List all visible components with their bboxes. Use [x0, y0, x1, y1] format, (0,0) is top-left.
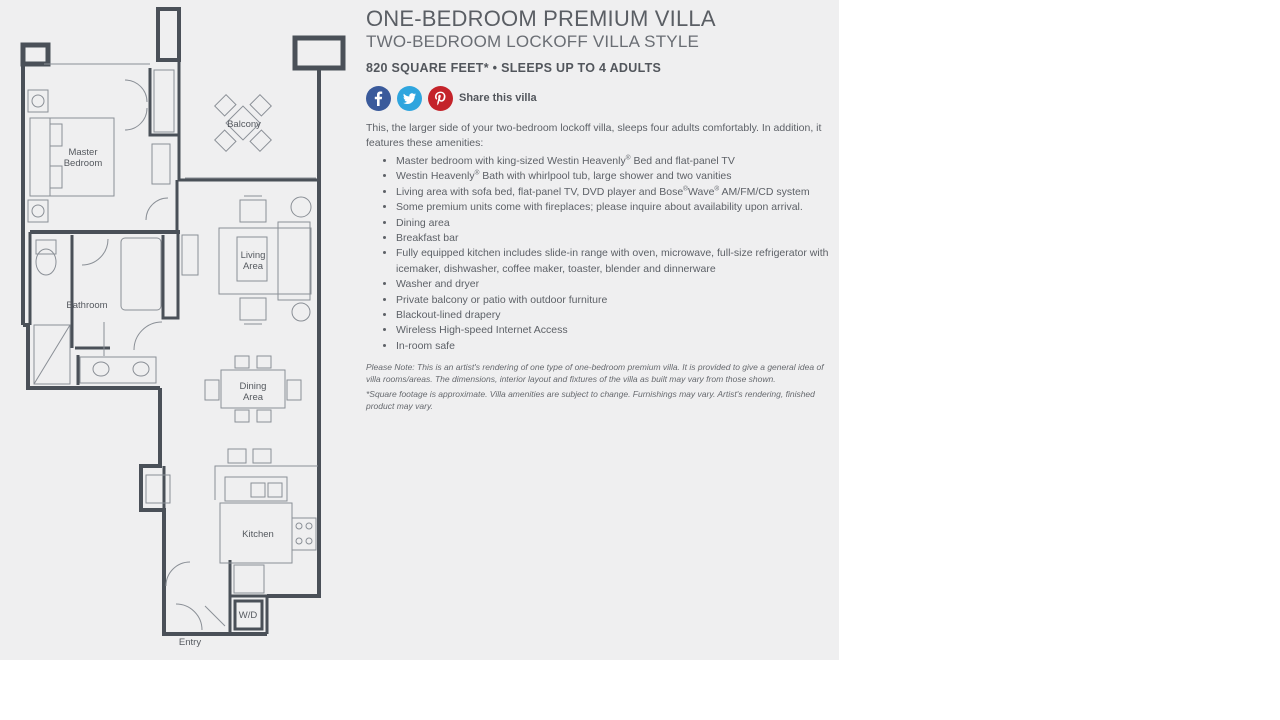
list-item: • Washer and dryer [396, 277, 831, 292]
twitter-icon [397, 86, 422, 111]
room-label: Kitchen [242, 529, 274, 540]
villa-specs: 820 SQUARE FEET* • SLEEPS UP TO 4 ADULTS [366, 61, 662, 75]
wall-segment [267, 68, 319, 596]
list-item: • In-room safe [396, 339, 831, 354]
room-label: Balcony [227, 119, 261, 130]
wall-segment [158, 9, 179, 60]
pillow [50, 124, 62, 146]
amenities-list [366, 154, 831, 354]
facebook-icon [366, 86, 391, 111]
villa-title: ONE-BEDROOM PREMIUM VILLA [366, 6, 716, 31]
wall-segment [163, 232, 178, 318]
list-item: • Breakfast bar [396, 231, 831, 246]
facebook-share-button[interactable] [366, 86, 391, 111]
list-item: • Some premium units come with fireplaces; please inquire about availability upon arrival. [396, 200, 831, 215]
square-footage-note: *Square footage is approximate. Villa amenities are subject to change. Furnishings may vary. Artist's rendering, finished product may vary. [366, 389, 815, 411]
floor-plan-drawing [0, 0, 360, 660]
bed-headboard [30, 118, 50, 196]
disclaimer-note: Please Note: This is an artist's rendering of one type of one-bedroom premium villa. It is provided to give a general idea of villa rooms/areas. The dimensions, interior layout and fixtures of the villa as built may vary from those shown. [366, 362, 824, 384]
list-item: • Blackout-lined drapery [396, 308, 831, 323]
share-label[interactable]: Share this villa [459, 92, 537, 104]
twitter-share-button[interactable] [397, 86, 422, 111]
villa-intro: This, the larger side of your two-bedroom lockoff villa, sleeps four adults comfortably. In addition, it features these amenities: [366, 122, 822, 149]
villa-subtitle: TWO-BEDROOM LOCKOFF VILLA STYLE [366, 32, 700, 51]
room-label: Bathroom [66, 300, 108, 311]
floor-plan [0, 0, 360, 660]
wall-segment [295, 38, 343, 68]
pinterest-icon [428, 86, 453, 111]
list-item: • Westin Heavenly® Bath with whirlpool tub, large shower and two vanities [396, 169, 831, 184]
list-item: • Private balcony or patio with outdoor furniture [396, 293, 831, 308]
room-label: Bedroom [63, 158, 103, 169]
room-label: Dining [239, 381, 267, 392]
room-label: Area [242, 392, 264, 403]
list-item: • Dining area [396, 216, 831, 231]
list-item: • Master bedroom with king-sized Westin Heavenly® Bed and flat-panel TV [396, 154, 831, 169]
pinterest-share-button[interactable] [428, 86, 453, 111]
room-label: Area [242, 261, 264, 272]
wall-segment [23, 45, 48, 64]
list-item: • Wireless High-speed Internet Access [396, 323, 831, 338]
villa-info [366, 6, 831, 412]
room-label: Living [240, 250, 266, 261]
room-label: Master [68, 147, 98, 158]
pillow [50, 166, 62, 188]
share-row [366, 85, 831, 111]
list-item: • Living area with sofa bed, flat-panel TV, DVD player and Bose®Wave® AM/FM/CD system [396, 185, 831, 200]
list-item: • Fully equipped kitchen includes slide-in range with oven, microwave, full-size refrigerator with icemaker, dishwasher, coffee maker, toaster, blender and dinnerware [396, 246, 831, 277]
room-label: W/D [238, 610, 258, 621]
room-label: Entry [178, 637, 202, 648]
